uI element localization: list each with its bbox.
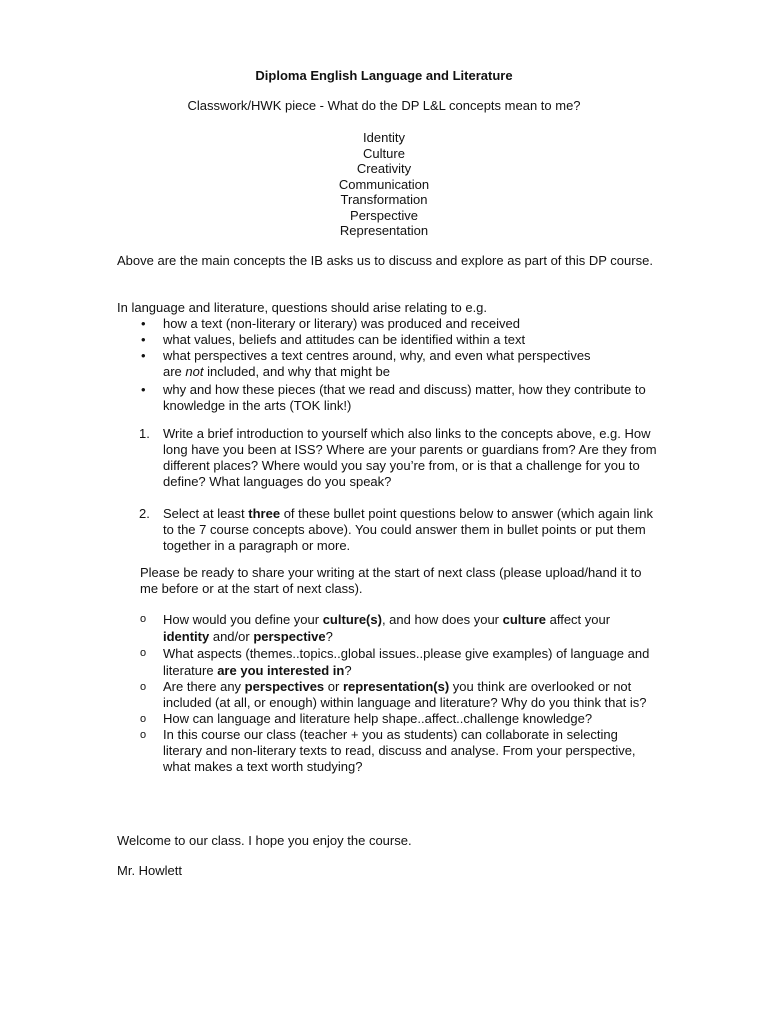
concept-item: Culture xyxy=(363,145,405,161)
concept-item: Creativity xyxy=(356,161,412,176)
question-text: and/or xyxy=(209,629,254,644)
circle-bullet-icon: o xyxy=(140,647,147,659)
list-item xyxy=(117,727,657,775)
bullet-marker: • xyxy=(141,332,146,347)
question-text: ? xyxy=(344,663,352,678)
number-marker: 2. xyxy=(139,506,150,521)
circle-bullet-icon: o xyxy=(140,613,147,625)
list-item xyxy=(117,348,657,380)
question-text: What aspects (themes..topics..global issues..please give examples) of language and literature xyxy=(163,646,650,678)
question-text: How would you define your xyxy=(163,612,323,627)
question-text: Are there any xyxy=(163,679,245,694)
question-text: , and how does your xyxy=(381,612,503,627)
list-item xyxy=(117,611,657,645)
question-text: or xyxy=(324,679,343,694)
list-item xyxy=(117,711,657,727)
bullet-marker: • xyxy=(141,348,146,363)
circle-bullet-icon: o xyxy=(140,713,147,725)
bullet-text: what perspectives a text centres around, why, and even what perspectives xyxy=(163,348,591,363)
list-item xyxy=(117,316,657,332)
list-item xyxy=(117,506,657,554)
question-list xyxy=(117,611,657,775)
number-marker: 1. xyxy=(139,426,150,441)
emphasis-text: perspective xyxy=(253,629,326,644)
emphasis-text: representation(s) xyxy=(342,679,450,694)
concept-item: Transformation xyxy=(340,192,428,207)
emphasis-text: three xyxy=(248,506,281,521)
concept-item: Perspective xyxy=(350,207,418,223)
question-text: How can language and literature help shape..affect..challenge knowledge? xyxy=(163,711,593,726)
task-text: Select at least xyxy=(163,506,249,521)
bullet-marker: • xyxy=(141,382,146,397)
task-text: of these bullet point questions below to answer (which again link to the 7 course concepts above). You could answer them in bullet points or put them together in a paragraph or more. xyxy=(163,506,653,553)
list-item xyxy=(117,382,657,414)
task-text: Write a brief introduction to yourself which also links to the concepts above, e.g. How long have you been at ISS? Where are your parents or guardians from? Are they from different places? Where would you say you’re from, or is that a challenge for you to define? What languages do you speak? xyxy=(163,426,657,489)
question-text: affect your xyxy=(545,612,611,627)
bullet-text: are xyxy=(163,364,186,379)
concept-item: Communication xyxy=(338,176,430,192)
emphasis-text: identity xyxy=(163,629,210,644)
question-text: you think are overlooked or not included (at all, or enough) within language and literature? Why do you think that is? xyxy=(163,679,647,710)
emphasis-text: perspectives xyxy=(244,679,325,694)
concept-item: Identity xyxy=(363,130,405,145)
list-item xyxy=(117,332,657,348)
emphasis-text: are you interested in xyxy=(217,663,345,678)
list-item xyxy=(117,426,657,490)
bullet-list xyxy=(117,316,657,414)
document-subtitle: Classwork/HWK piece - What do the DP L&L concepts mean to me? xyxy=(187,98,581,113)
numbered-list xyxy=(117,426,657,554)
concepts-list xyxy=(0,130,768,239)
list-item xyxy=(117,679,657,711)
bullet-text: how a text (non-literary or literary) was produced and received xyxy=(163,316,520,331)
question-text: In this course our class (teacher + you as students) can collaborate in selecting literary and non-literary texts to read, discuss and analyse. From your perspective, what makes a text worth studying? xyxy=(163,727,636,774)
bullet-marker: • xyxy=(141,316,146,331)
circle-bullet-icon: o xyxy=(140,729,147,741)
ready-note: Please be ready to share your writing at the start of next class (please upload/hand it to me before or at the start of next class). xyxy=(140,565,642,596)
emphasis-text: culture xyxy=(502,612,546,627)
concept-item: Representation xyxy=(339,223,429,238)
bullet-text: why and how these pieces (that we read and discuss) matter, how they contribute to knowledge in the arts (TOK link!) xyxy=(163,382,646,413)
signature: Mr. Howlett xyxy=(117,863,183,878)
circle-bullet-icon: o xyxy=(140,681,147,693)
emphasis-text: culture(s) xyxy=(322,612,382,627)
bullet-text: included, and why that might be xyxy=(203,364,390,379)
question-text: ? xyxy=(325,629,333,644)
intro-paragraph: Above are the main concepts the IB asks us to discuss and explore as part of this DP course. xyxy=(117,253,653,268)
document-title: Diploma English Language and Literature xyxy=(255,68,513,83)
bullet-text: what values, beliefs and attitudes can be identified within a text xyxy=(163,332,526,347)
list-item xyxy=(117,645,657,679)
welcome-text: Welcome to our class. I hope you enjoy the course. xyxy=(117,833,412,848)
emphasis-text: not xyxy=(185,364,204,379)
questions-lead: In language and literature, questions should arise relating to e.g. xyxy=(117,300,488,315)
